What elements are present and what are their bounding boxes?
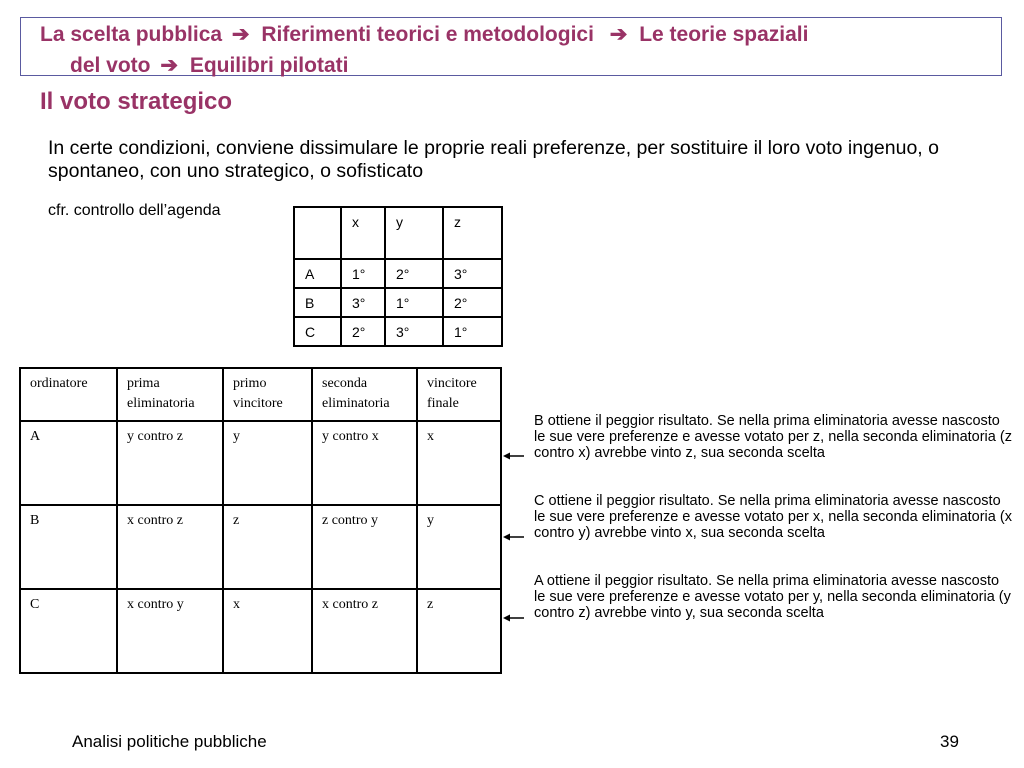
footer-course-title: Analisi politiche pubbliche [72, 732, 267, 751]
reference-note: cfr. controllo dell’agenda [48, 202, 221, 219]
table-cell: x [417, 421, 501, 505]
table-cell: 3° [385, 317, 443, 346]
table-cell: 1° [443, 317, 502, 346]
table-cell: A [294, 259, 341, 288]
arrow-right-icon: ➔ [160, 54, 178, 77]
table-cell: y [417, 505, 501, 589]
arrow-left-icon [503, 451, 525, 461]
table-cell: B [294, 288, 341, 317]
explanation-note: A ottiene il peggior risultato. Se nella prima eliminatoria avesse nascosto le sue vere preferenze e avesse votato per y, nella seconda eliminatoria (y contro z) avrebbe vinto y, sua seconda scelta [534, 573, 1011, 621]
table-cell: C [20, 589, 117, 673]
table-cell: C [294, 317, 341, 346]
table-cell: y contro z [117, 421, 223, 505]
table-header-cell: prima eliminatoria [117, 368, 223, 421]
table-cell: 1° [385, 288, 443, 317]
table-header-cell: primo vincitore [223, 368, 312, 421]
table-cell: z [417, 589, 501, 673]
table-cell: y contro x [312, 421, 417, 505]
table-cell: 3° [443, 259, 502, 288]
table-row [20, 421, 501, 505]
table-header-cell: y [385, 207, 443, 259]
table-cell: 2° [443, 288, 502, 317]
voting-sequence-table [19, 367, 502, 674]
table-row [294, 259, 502, 288]
arrow-left-icon [503, 613, 525, 623]
breadcrumb-item: Le teorie spaziali [639, 23, 809, 46]
table-row [20, 589, 501, 673]
preference-table [293, 206, 503, 347]
table-cell: A [20, 421, 117, 505]
breadcrumb-item: Riferimenti teorici e metodologici [261, 23, 594, 46]
table-cell: 3° [341, 288, 385, 317]
slide-title-line-2 [70, 53, 348, 78]
arrow-left-icon [503, 532, 525, 542]
table-row [20, 505, 501, 589]
breadcrumb-item: Equilibri pilotati [189, 54, 349, 77]
breadcrumb-item: del voto [70, 54, 151, 77]
table-cell: x contro z [117, 505, 223, 589]
table-cell: B [20, 505, 117, 589]
explanation-note: C ottiene il peggior risultato. Se nella prima eliminatoria avesse nascosto le sue vere preferenze e avesse votato per x, nella seconda eliminatoria (x contro y) avrebbe vinto x, sua seconda scelta [534, 493, 1012, 541]
table-cell: y [223, 421, 312, 505]
slide-subtitle: Il voto strategico [40, 88, 233, 115]
table-header-row [20, 368, 501, 421]
table-cell: x contro y [117, 589, 223, 673]
table-cell: 1° [341, 259, 385, 288]
table-cell: x [223, 589, 312, 673]
table-header-cell: z [443, 207, 502, 259]
table-header-cell: ordinatore [20, 368, 117, 421]
table-header-row [294, 207, 502, 259]
table-cell: z contro y [312, 505, 417, 589]
table-header-cell: vincitore finale [417, 368, 501, 421]
table-header-cell: seconda eliminatoria [312, 368, 417, 421]
breadcrumb-item: La scelta pubblica [40, 23, 223, 46]
page-number: 39 [940, 732, 959, 751]
table-cell: 2° [385, 259, 443, 288]
arrow-right-icon: ➔ [609, 23, 628, 46]
intro-paragraph: In certe condizioni, conviene dissimulare le proprie reali preferenze, per sostituire il loro voto ingenuo, o spontaneo, con uno strategico, o sofisticato [48, 137, 939, 182]
table-row [294, 317, 502, 346]
table-header-cell: x [341, 207, 385, 259]
table-cell: x contro z [312, 589, 417, 673]
slide-title-line-1 [40, 22, 808, 47]
explanation-note: B ottiene il peggior risultato. Se nella prima eliminatoria avesse nascosto le sue vere preferenze e avesse votato per z, nella seconda eliminatoria (z contro x) avrebbe vinto z, sua seconda scelta [534, 413, 1012, 461]
arrow-right-icon: ➔ [231, 23, 250, 46]
table-cell: z [223, 505, 312, 589]
table-row [294, 288, 502, 317]
table-header-cell [294, 207, 341, 259]
table-cell: 2° [341, 317, 385, 346]
